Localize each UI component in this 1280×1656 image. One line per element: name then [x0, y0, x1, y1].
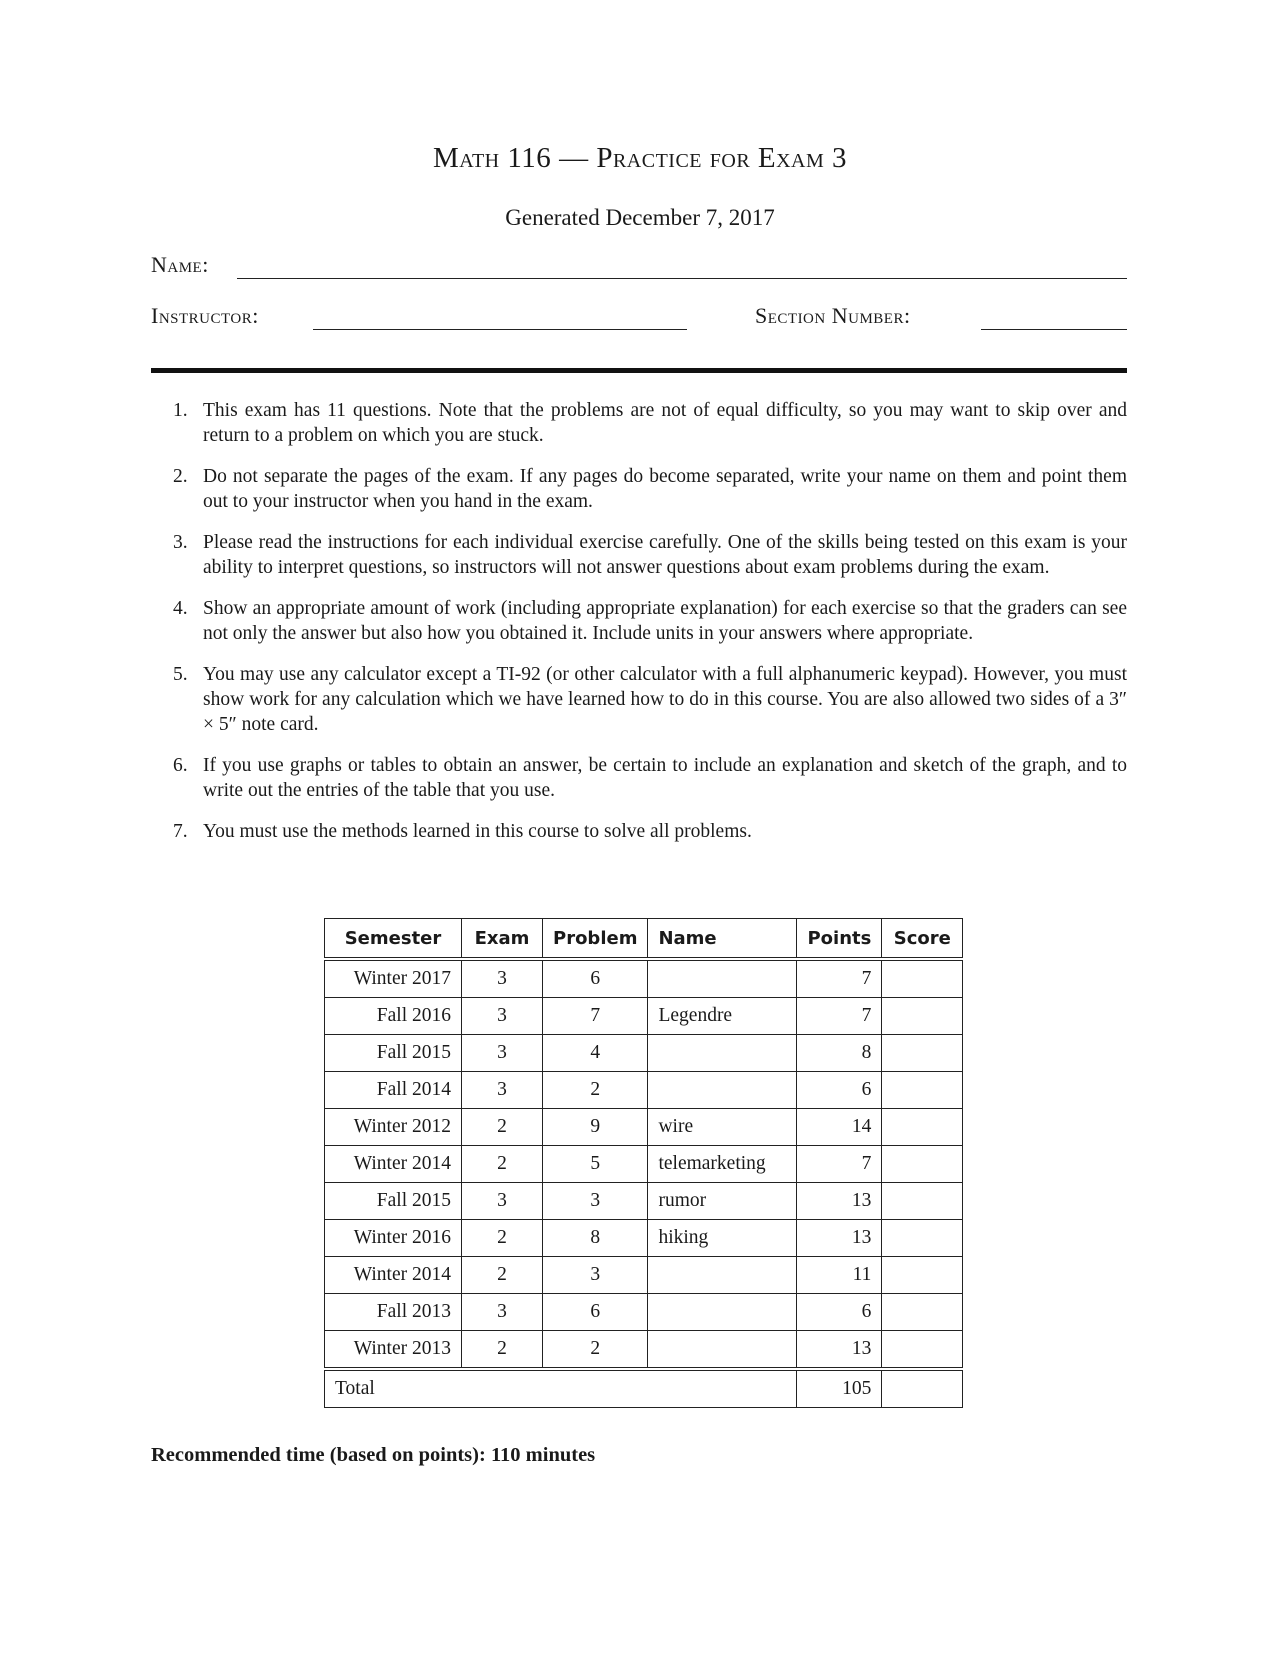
cell-problem: 3 [543, 1257, 648, 1294]
cell-name: telemarketing [648, 1146, 797, 1183]
cell-semester: Winter 2017 [325, 959, 462, 998]
cell-score[interactable] [882, 1294, 963, 1331]
cell-score[interactable] [882, 1035, 963, 1072]
cell-semester: Fall 2013 [325, 1294, 462, 1331]
cell-problem: 3 [543, 1183, 648, 1220]
cell-name [648, 1331, 797, 1370]
cell-exam: 3 [462, 1072, 543, 1109]
cell-points: 11 [797, 1257, 882, 1294]
cell-semester: Fall 2015 [325, 1035, 462, 1072]
cell-score[interactable] [882, 959, 963, 998]
cell-exam: 2 [462, 1257, 543, 1294]
header-semester: Semester [325, 919, 462, 960]
cell-score[interactable] [882, 1257, 963, 1294]
cell-score[interactable] [882, 1220, 963, 1257]
cell-score[interactable] [882, 998, 963, 1035]
header-points: Points [797, 919, 882, 960]
cell-points: 13 [797, 1183, 882, 1220]
cell-exam: 2 [462, 1331, 543, 1370]
table-header-row [325, 919, 963, 960]
cell-points: 13 [797, 1220, 882, 1257]
cell-exam: 2 [462, 1220, 543, 1257]
instruction-item: 3. Please read the instructions for each individual exercise carefully. One of the skills being tested on this exam is your ability to interpret questions, so instructors will not answer questions about exam problems during the exam. [173, 532, 1127, 578]
cell-exam: 3 [462, 998, 543, 1035]
name-blank[interactable] [237, 252, 1127, 279]
cell-name [648, 1072, 797, 1109]
total-row [325, 1369, 963, 1408]
table-row [325, 1109, 963, 1146]
cell-points: 7 [797, 998, 882, 1035]
instruction-item: 1. This exam has 11 questions. Note that the problems are not of equal difficulty, so you may want to skip over and return to a problem on which you are stuck. [173, 400, 1127, 446]
table-row [325, 1257, 963, 1294]
instruction-item: 2. Do not separate the pages of the exam. If any pages do become separated, write your name on them and point them out to your instructor when you hand in the exam. [173, 466, 1127, 512]
cell-exam: 3 [462, 1294, 543, 1331]
table-row [325, 1183, 963, 1220]
instructor-label: Instructor: [151, 303, 259, 328]
course-name: Math 116 [432, 142, 552, 174]
total-points: 105 [797, 1369, 882, 1408]
cell-problem: 5 [543, 1146, 648, 1183]
section-number-blank[interactable] [981, 303, 1127, 330]
instructions-list [151, 398, 1127, 860]
table-row [325, 959, 963, 998]
instruction-item: 4. Show an appropriate amount of work (including appropriate explanation) for each exercise so that the graders can see not only the answer but also how you obtained it. Include units in your answers where appropriate. [173, 598, 1127, 644]
cell-semester: Winter 2014 [325, 1257, 462, 1294]
cell-problem: 6 [543, 959, 648, 998]
cell-exam: 3 [462, 1183, 543, 1220]
header-problem: Problem [543, 919, 648, 960]
cell-score[interactable] [882, 1072, 963, 1109]
cell-points: 14 [797, 1109, 882, 1146]
cell-points: 7 [797, 1146, 882, 1183]
generated-date: Generated December 7, 2017 [505, 205, 775, 230]
cell-name [648, 1294, 797, 1331]
cell-semester: Fall 2015 [325, 1183, 462, 1220]
recommended-time: Recommended time (based on points): 110 minutes [151, 1444, 596, 1466]
cell-semester: Winter 2016 [325, 1220, 462, 1257]
cell-score[interactable] [882, 1183, 963, 1220]
header-score: Score [882, 919, 963, 960]
header-exam: Exam [462, 919, 543, 960]
cell-problem: 2 [543, 1331, 648, 1370]
cell-semester: Winter 2014 [325, 1146, 462, 1183]
cell-problem: 9 [543, 1109, 648, 1146]
cell-exam: 2 [462, 1109, 543, 1146]
cell-problem: 7 [543, 998, 648, 1035]
cell-points: 6 [797, 1294, 882, 1331]
cell-name [648, 1035, 797, 1072]
cell-score[interactable] [882, 1146, 963, 1183]
table-row [325, 1146, 963, 1183]
cell-exam: 2 [462, 1146, 543, 1183]
cell-problem: 6 [543, 1294, 648, 1331]
name-row [151, 252, 1127, 286]
title-dash: — [559, 142, 589, 174]
cell-points: 7 [797, 959, 882, 998]
cell-semester: Fall 2016 [325, 998, 462, 1035]
header-name: Name [648, 919, 797, 960]
cell-points: 13 [797, 1331, 882, 1370]
header-divider [151, 368, 1127, 373]
cell-semester: Winter 2013 [325, 1331, 462, 1370]
instructor-blank[interactable] [313, 303, 687, 330]
cell-name [648, 959, 797, 998]
cell-points: 6 [797, 1072, 882, 1109]
table-row [325, 1220, 963, 1257]
total-score[interactable] [882, 1369, 963, 1408]
page-title [0, 142, 1280, 175]
cell-name [648, 1257, 797, 1294]
cell-exam: 3 [462, 1035, 543, 1072]
instructor-section-row [151, 303, 1127, 337]
cell-score[interactable] [882, 1331, 963, 1370]
exam-title: Practice for Exam 3 [596, 142, 848, 174]
table-row [325, 1072, 963, 1109]
cell-points: 8 [797, 1035, 882, 1072]
points-table [324, 918, 963, 1408]
instruction-item: 6. If you use graphs or tables to obtain an answer, be certain to include an explanation and sketch of the graph, and to write out the entries of the table that you use. [173, 755, 1127, 801]
cell-name: rumor [648, 1183, 797, 1220]
cell-problem: 4 [543, 1035, 648, 1072]
instruction-item: 5. You may use any calculator except a TI-92 (or other calculator with a full alphanumeric keypad). However, you must show work for any calculation which we have learned how to do in this course. You are also allowed two sides of a 3″ × 5″ note card. [173, 664, 1127, 735]
instruction-item: 7. You must use the methods learned in this course to solve all problems. [173, 821, 752, 842]
cell-name: wire [648, 1109, 797, 1146]
section-number-label: Section Number: [755, 303, 911, 328]
cell-problem: 8 [543, 1220, 648, 1257]
cell-problem: 2 [543, 1072, 648, 1109]
total-label: Total [325, 1369, 797, 1408]
cell-semester: Fall 2014 [325, 1072, 462, 1109]
table-row [325, 998, 963, 1035]
table-row [325, 1294, 963, 1331]
cell-name: Legendre [648, 998, 797, 1035]
cell-score[interactable] [882, 1109, 963, 1146]
table-row [325, 1035, 963, 1072]
cell-semester: Winter 2012 [325, 1109, 462, 1146]
cell-name: hiking [648, 1220, 797, 1257]
table-row [325, 1331, 963, 1370]
name-label: Name: [151, 252, 209, 277]
cell-exam: 3 [462, 959, 543, 998]
